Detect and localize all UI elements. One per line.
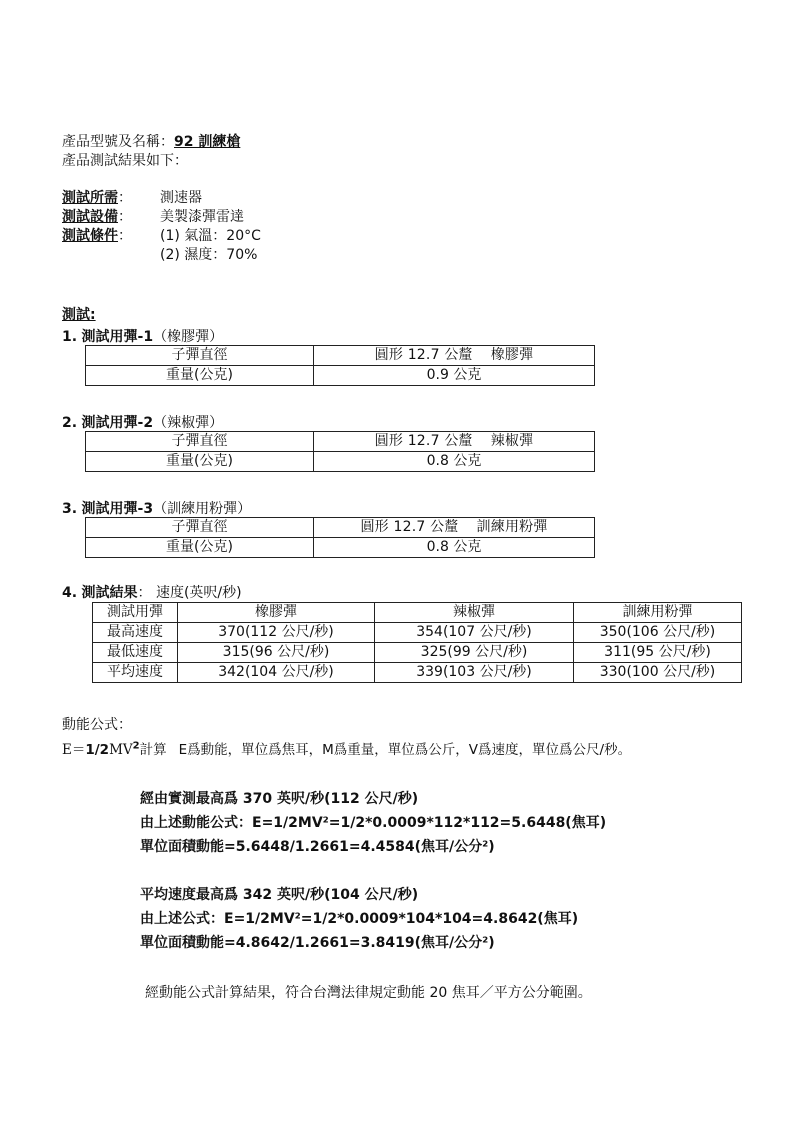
ammo-test-number: 1.	[62, 329, 78, 345]
ammo-spec-table	[85, 345, 595, 386]
results-subtitle: ： 速度(英呎/秒)	[137, 585, 242, 601]
table-cell: 0.8 公克	[314, 538, 595, 558]
ammo-test-title	[62, 498, 251, 518]
bullet-type: 訓練用粉彈	[476, 519, 548, 535]
product-model-value: 92 訓練槍	[174, 134, 241, 150]
table-cell: 最低速度	[93, 643, 178, 663]
requirement-row	[62, 206, 132, 226]
table-row	[86, 518, 595, 538]
requirement-value: 美製漆彈雷達	[160, 209, 244, 225]
table-cell: 平均速度	[93, 663, 178, 683]
bullet-size: 12.7 公釐	[407, 347, 473, 363]
results-number: 4.	[62, 585, 78, 601]
table-cell: 重量(公克)	[86, 538, 314, 558]
avg-energy-line: 由上述公式：E=1/2MV²=1/2*0.0009*104*104=4.8642(焦耳)	[140, 911, 579, 927]
bullet-shape: 圓形	[374, 433, 404, 449]
max-speed-line: 經由實測最高爲 370 英呎/秒(112 公尺/秒)	[140, 791, 419, 807]
bullet-type: 橡膠彈	[490, 347, 534, 363]
ammo-test-name: 測試用彈-1	[81, 329, 154, 345]
requirement-value: (1) 氣溫：20°C	[160, 228, 261, 244]
formula-heading: 動能公式：	[62, 717, 132, 733]
formula-mv: MV	[109, 742, 133, 758]
bullet-size: 12.7 公釐	[407, 433, 473, 449]
results-name: 測試結果	[81, 585, 138, 601]
table-cell: 342(104 公尺/秒)	[178, 663, 375, 683]
ammo-test-subtitle: （橡膠彈）	[153, 329, 224, 345]
requirement-colon: ：	[118, 190, 132, 206]
table-cell	[314, 432, 595, 452]
formula-calc-label: 計算	[139, 742, 167, 758]
table-cell	[314, 518, 595, 538]
test-heading: 測試:	[62, 307, 96, 323]
ammo-test-name: 測試用彈-3	[81, 501, 154, 517]
table-cell: 330(100 公尺/秒)	[574, 663, 742, 683]
condition-humidity: (2) 濕度：70%	[160, 247, 258, 263]
table-row	[93, 663, 742, 683]
table-header-row	[93, 603, 742, 623]
bullet-size: 12.7 公釐	[393, 519, 459, 535]
column-header: 橡膠彈	[178, 603, 375, 623]
max-energy-line: 由上述動能公式：E=1/2MV²=1/2*0.0009*112*112=5.6448(焦耳)	[140, 815, 607, 831]
formula-description: E爲動能，單位爲焦耳，M爲重量，單位爲公斤，V爲速度，單位爲公尺/秒。	[178, 742, 632, 758]
result-intro: 產品測試結果如下：	[62, 153, 188, 169]
table-row	[93, 623, 742, 643]
results-title	[62, 582, 242, 602]
ammo-test-subtitle: （訓練用粉彈）	[153, 501, 252, 517]
product-model-line	[62, 131, 240, 151]
ammo-test-title	[62, 412, 223, 432]
ammo-test-title	[62, 326, 223, 346]
table-cell: 311(95 公尺/秒)	[574, 643, 742, 663]
table-cell: 重量(公克)	[86, 452, 314, 472]
avg-area-energy-line: 單位面積動能=4.8642/1.2661=3.8419(焦耳/公分²)	[140, 935, 495, 951]
conclusion-line: 經動能公式計算結果，符合台灣法律規定動能 20 焦耳／平方公分範圍。	[145, 985, 592, 1001]
table-cell: 0.8 公克	[314, 452, 595, 472]
table-cell	[314, 346, 595, 366]
table-cell: 350(106 公尺/秒)	[574, 623, 742, 643]
table-cell: 339(103 公尺/秒)	[375, 663, 574, 683]
formula-half: 1/2	[85, 742, 110, 758]
ammo-test-subtitle: （辣椒彈）	[153, 415, 224, 431]
table-row	[86, 366, 595, 386]
bullet-type: 辣椒彈	[490, 433, 534, 449]
column-header: 測試用彈	[93, 603, 178, 623]
table-cell: 最高速度	[93, 623, 178, 643]
ammo-test-number: 3.	[62, 501, 78, 517]
requirement-colon: ：	[118, 209, 132, 225]
requirement-colon: ：	[118, 228, 132, 244]
formula-superscript: 2	[132, 740, 140, 752]
table-row	[86, 538, 595, 558]
column-header: 訓練用粉彈	[574, 603, 742, 623]
column-header: 辣椒彈	[375, 603, 574, 623]
ammo-test-name: 測試用彈-2	[81, 415, 154, 431]
table-cell: 0.9 公克	[314, 366, 595, 386]
table-row	[93, 643, 742, 663]
table-cell: 子彈直徑	[86, 518, 314, 538]
requirement-value: 測速器	[160, 190, 202, 206]
requirement-row	[62, 187, 132, 207]
table-cell: 重量(公克)	[86, 366, 314, 386]
requirement-label: 測試條件	[62, 228, 118, 244]
requirement-label: 測試所需	[62, 190, 118, 206]
table-cell: 325(99 公尺/秒)	[375, 643, 574, 663]
requirement-label: 測試設備	[62, 209, 118, 225]
bullet-shape: 圓形	[374, 347, 404, 363]
velocity-results-table	[92, 602, 742, 683]
ammo-test-number: 2.	[62, 415, 78, 431]
bullet-shape: 圓形	[360, 519, 389, 535]
table-cell: 子彈直徑	[86, 432, 314, 452]
ammo-spec-table	[85, 431, 595, 472]
ammo-spec-table	[85, 517, 595, 558]
requirement-row	[62, 225, 132, 245]
table-cell: 370(112 公尺/秒)	[178, 623, 375, 643]
table-cell: 354(107 公尺/秒)	[375, 623, 574, 643]
table-cell: 子彈直徑	[86, 346, 314, 366]
table-row	[86, 432, 595, 452]
table-row	[86, 452, 595, 472]
table-row	[86, 346, 595, 366]
product-model-label: 產品型號及名稱：	[62, 134, 174, 150]
avg-speed-line: 平均速度最高爲 342 英呎/秒(104 公尺/秒)	[140, 887, 419, 903]
formula-e-prefix: E＝	[62, 742, 86, 758]
table-cell: 315(96 公尺/秒)	[178, 643, 375, 663]
max-area-energy-line: 單位面積動能=5.6448/1.2661=4.4584(焦耳/公分²)	[140, 839, 495, 855]
formula-line	[62, 738, 631, 758]
